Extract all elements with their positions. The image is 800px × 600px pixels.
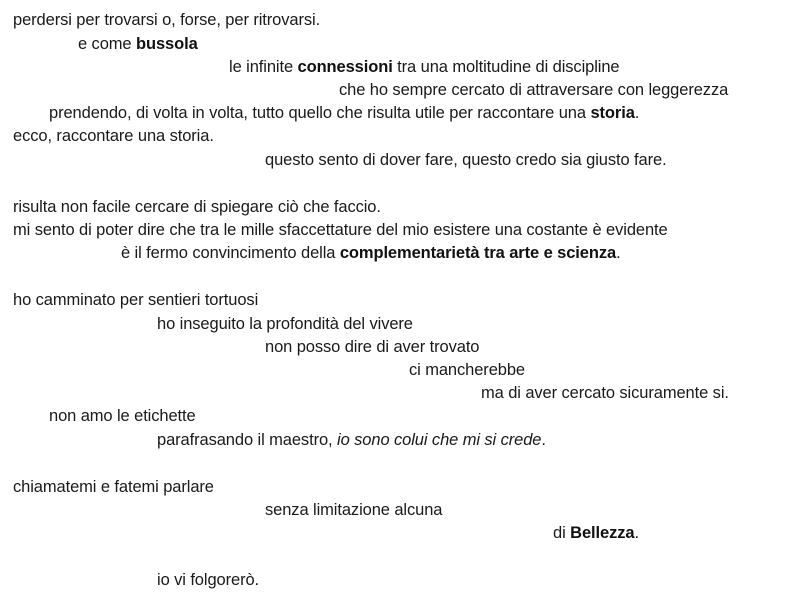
line-text: che ho sempre cercato di attraversare con leggerezza — [339, 81, 729, 99]
poem-line — [13, 477, 214, 497]
emphasis-text: complementarietà tra arte e scienza — [339, 244, 617, 262]
poem-line — [553, 523, 639, 543]
line-text: ma di aver cercato sicuramente si. — [481, 384, 729, 402]
line-text: ho camminato per sentieri tortuosi — [13, 291, 259, 309]
poem-line — [157, 430, 546, 450]
poem-line — [339, 80, 728, 100]
line-text: . — [541, 431, 546, 449]
poem-line — [157, 314, 413, 334]
line-text: non posso dire di aver trovato — [265, 338, 480, 356]
line-text: . — [634, 104, 640, 122]
line-text: ho inseguito la profondità del vivere — [157, 315, 413, 333]
poem-line — [121, 243, 621, 263]
line-text: . — [634, 524, 639, 542]
poem-line — [265, 150, 667, 170]
line-text: ecco, raccontare una storia. — [13, 127, 214, 145]
line-text: senza limitazione alcuna — [265, 501, 443, 519]
poem-line — [13, 126, 214, 146]
line-text: tra una moltitudine di discipline — [392, 58, 620, 76]
line-text: mi sento di poter dire che tra le mille sfaccettature del mio esistere una costante è evidente — [13, 221, 668, 239]
poem-line — [481, 383, 729, 403]
poem-line — [49, 406, 196, 426]
emphasis-text: Bellezza — [570, 524, 635, 542]
poem-line — [78, 34, 198, 54]
emphasis-text: bussola — [136, 35, 198, 53]
poem-line — [13, 220, 668, 240]
line-text: è il fermo convincimento della — [121, 244, 340, 262]
poem-line — [13, 10, 320, 30]
line-text: prendendo, di volta in volta, tutto quello che risulta utile per raccontare una — [49, 104, 591, 122]
line-text: . — [616, 244, 621, 262]
poem-line — [13, 290, 258, 310]
line-text: perdersi per trovarsi o, forse, per ritrovarsi. — [13, 11, 321, 29]
poem-line — [265, 337, 479, 357]
emphasis-text: connessioni — [297, 58, 393, 76]
line-text: chiamatemi e fatemi parlare — [13, 478, 214, 496]
line-text: non amo le etichette — [49, 407, 196, 425]
line-text: risulta non facile cercare di spiegare ciò che faccio. — [13, 198, 381, 216]
poem-line — [265, 500, 442, 520]
poem-line — [229, 57, 620, 77]
emphasis-text: storia — [590, 104, 635, 122]
line-text: di — [553, 524, 571, 542]
line-text: ci mancherebbe — [409, 361, 526, 379]
line-text: le infinite — [229, 58, 298, 76]
poem-line — [409, 360, 525, 380]
line-text: questo sento di dover fare, questo credo sia giusto fare. — [265, 151, 667, 169]
poem-line — [49, 103, 639, 123]
line-text: io vi folgorerò. — [157, 571, 260, 589]
line-text: parafrasando il maestro, — [157, 431, 338, 449]
poem-line — [157, 570, 259, 590]
line-text: e come — [78, 35, 136, 53]
poem-line — [13, 197, 381, 217]
quote-text: io sono colui che mi si crede — [337, 431, 542, 449]
